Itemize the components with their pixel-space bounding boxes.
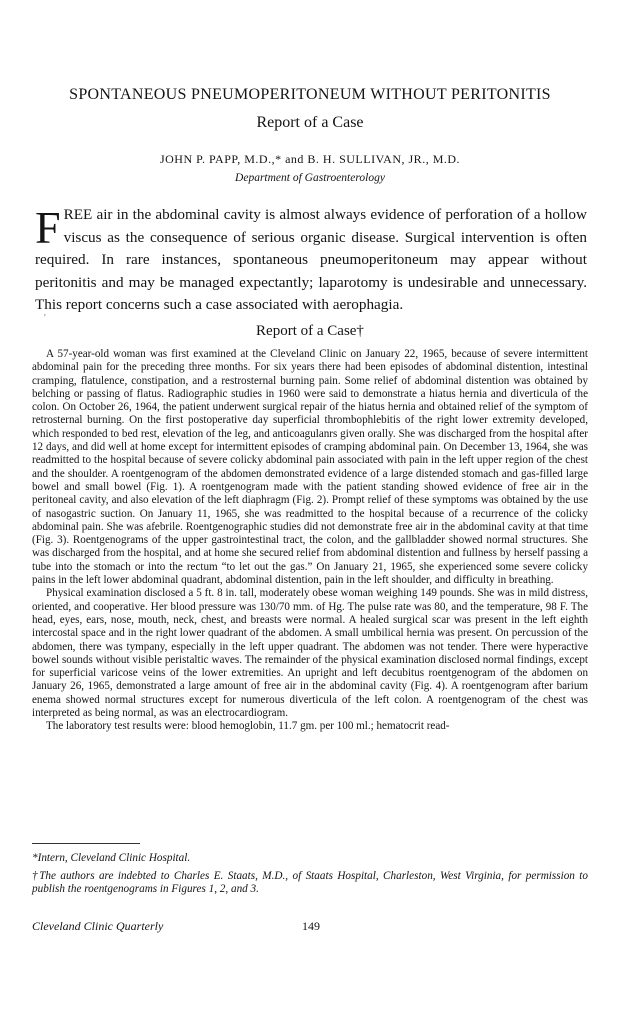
journal-name: Cleveland Clinic Quarterly [32, 919, 164, 933]
footnote-acknowledgment: †The authors are indebted to Charles E. Staats, M.D., of Staats Hospital, Charleston, West Virginia, for permission to publish the roentgenograms in Figures 1, 2, and 3. [32, 869, 588, 896]
section-heading: Report of a Case† [256, 323, 364, 339]
page-number: 149 [302, 919, 320, 933]
drop-cap: F [35, 202, 61, 253]
footnote-intern: *Intern, Cleveland Clinic Hospital. [32, 852, 191, 864]
department-line: Department of Gastroenterology [235, 172, 385, 184]
footnote-rule [32, 843, 140, 844]
author-line: JOHN P. PAPP, M.D.,* and B. H. SULLIVAN, JR., M.D. [159, 152, 461, 166]
body-paragraph-exam: Physical examination disclosed a 5 ft. 8 in. tall, moderately obese woman weighing 149 pounds. She was in mild distress, oriented, and cooperative. Her blood pressure was 130/70 mm. of Hg. The pulse rate was 80, and the temperature, 98 F. The head, eyes, ears, nose, mouth, neck, chest, and breasts were normal. A healed surgical scar was present in the left eighth intercostal space and in the right lower quadrant of the abdomen. A small umbilical hernia was present. On percussion of the abdomen, there was tympany, especially in the left upper quadrant. The abdomen was not tender. There were hyperactive bowel sounds without visible peristaltic waves. The remainder of the physical examination disclosed normal findings, except for superficial varicose veins of the lower extremities. An upright and left decubitus roentgenogram of the abdomen on January 26, 1965, demonstrated a large amount of free air in the abdominal cavity (Fig. 4). A roentgenogram after barium enema showed normal structures except for numerous diverticula of the left colon. A roentgenogram of the chest was interpreted as being normal, as was an electrocardiogram. [32, 587, 588, 720]
abstract-paragraph [35, 204, 587, 317]
section-body [32, 348, 588, 734]
margin-tick-mark: ' [44, 313, 46, 324]
footnotes [32, 852, 588, 901]
article-title: SPONTANEOUS PNEUMOPERITONEUM WITHOUT PERITONITIS [69, 86, 551, 103]
body-paragraph-history: A 57-year-old woman was first examined at the Cleveland Clinic on January 22, 1965, because of severe intermittent abdominal pain for the preceding three months. For six years there had been episodes of abdominal distention, intestinal cramping, flatulence, constipation, and a restrosternal burning pain. Some relief of abdominal distention was obtained by belching or passing of flatus. Radiographic studies in 1960 were said to demonstrate a hiatus hernia and diverticula of the colon. On October 26, 1964, the patient underwent surgical repair of the hiatus hernia and obtained relief of the symptom of retrosternal burning. On the first postoperative day superficial thrombophlebitis of the right lower extremity developed, which responded to bed rest, elevation of the leg, and anticoagulanrs given orally. She was discharged from the hospital after 12 days, and did well at home except for intermittent episodes of cramping abdominal pain. On December 13, 1964, she was readmitted to the hospital because of severe colicky abdominal pain associated with pain in the left upper region of the chest and the shoulder. A roentgenogram of the abdomen demonstrated evidence of a large distended stomach and gas-filled large bowel and small bowel (Fig. 1). A roentgenogram made with the patient standing showed evidence of free air in the peritoneal cavity, and also elevation of the left diaphragm (Fig. 2). Prompt relief of these symptoms was obtained by the use of nasogastric suction. On January 11, 1965, she was readmitted to the hospital because of a recurrence of the colicky abdominal pain. She was afebrile. Roentgenographic studies did not demonstrate free air in the abdominal cavity at that time (Fig. 3). Roentgenograms of the upper gastrointestinal tract, the colon, and the gallbladder showed normal structures. She was discharged from the hospital, and at home she secured relief from abdominal distention and fullness by herself passing a tube into the stomach or into the rectum “to let out the gas.” On January 21, 1965, she experienced some severe colicky pains in the left lower abdominal quadrant, abdominal distention, pain in the left shoulder, and difficulty in breathing. [32, 348, 588, 587]
body-paragraph-lab: The laboratory test results were: blood hemoglobin, 11.7 gm. per 100 ml.; hematocrit read- [46, 720, 450, 733]
page-footer [32, 919, 588, 935]
abstract-text: REE air in the abdominal cavity is almost always evidence of perforation of a hollow viscus as the consequence of serious organic disease. Surgical intervention is often required. In rare instances, spontaneous pneumoperitoneum may appear without peritonitis and may be managed expectantly; laparotomy is undesirable and unnecessary. This report concerns such a case associated with aerophagia. [35, 206, 587, 314]
article-subtitle: Report of a Case [256, 114, 364, 131]
